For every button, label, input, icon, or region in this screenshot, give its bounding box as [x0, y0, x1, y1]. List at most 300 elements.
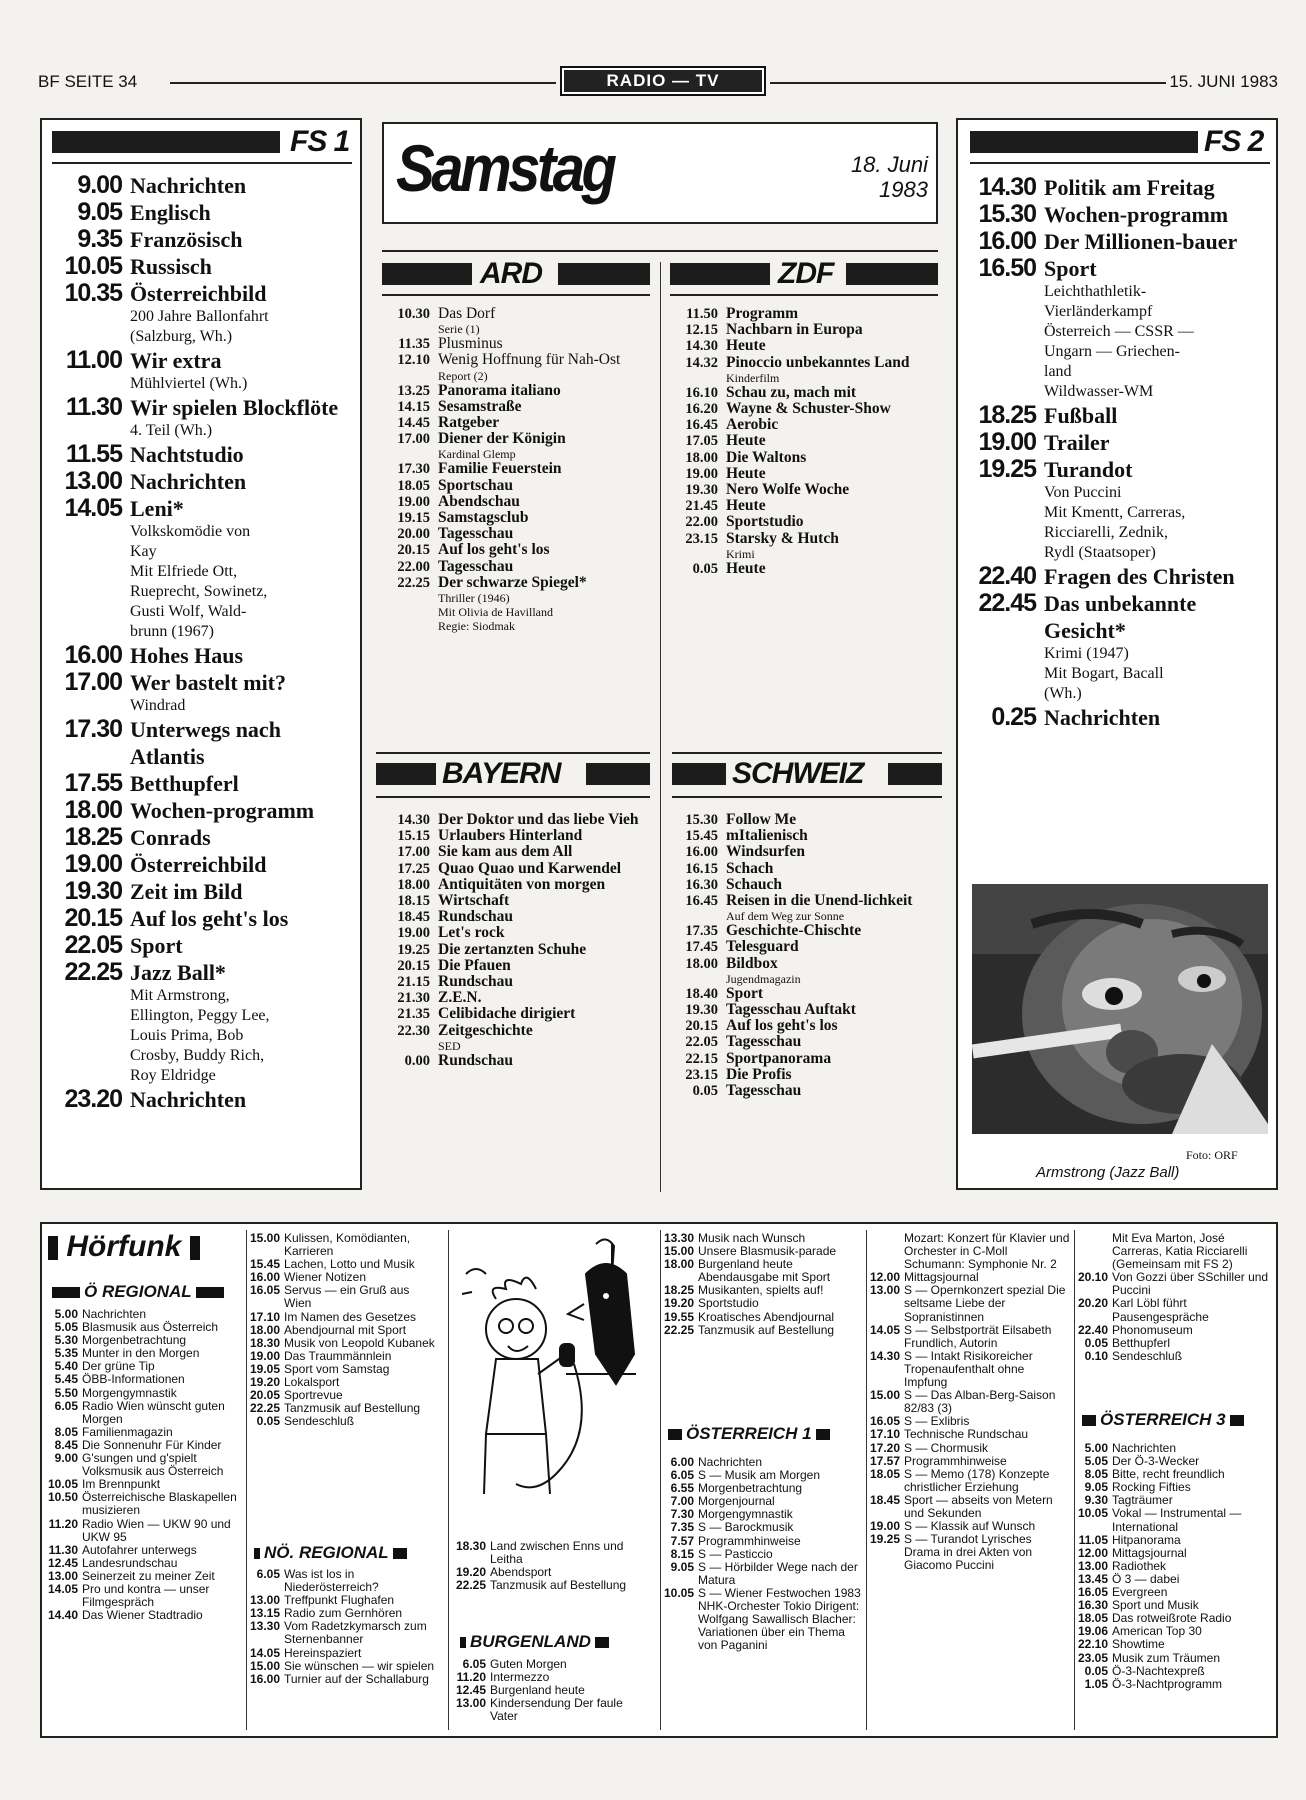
program-time: 0.05: [692, 1083, 718, 1100]
program-title: Trailer: [1044, 430, 1110, 455]
radio-title: Musikanten, spielts auf!: [698, 1283, 824, 1298]
radio-title: Bitte, recht freundlich: [1112, 1467, 1225, 1482]
radio-time: 19.20: [664, 1296, 695, 1311]
radio-time: 15.00: [664, 1244, 695, 1259]
program-title: Jazz Ball*: [130, 960, 226, 985]
program-title: Österreichbild: [130, 852, 267, 877]
program-title: Der schwarze Spiegel*: [438, 573, 587, 591]
radio-entry: [250, 1415, 440, 1428]
program-title: Zeitgeschichte: [438, 1021, 533, 1039]
program-time: 18.00: [685, 449, 718, 466]
schweiz-title: SCHWEIZ: [672, 760, 942, 788]
program-title: Heute: [726, 559, 766, 577]
program-time: 15.45: [685, 828, 718, 845]
radio-time: 0.10: [1084, 1348, 1108, 1363]
radio-title: Der Ö-3-Wecker: [1112, 1454, 1200, 1469]
radio-title: Unsere Blasmusik-parade: [698, 1244, 837, 1259]
radio-time: 9.00: [54, 1451, 78, 1466]
radio-entry: [250, 1350, 440, 1363]
radio-title: Lachen, Lotto und Musik: [284, 1257, 415, 1272]
program-title: Nachrichten: [130, 173, 247, 198]
program-time: 19.30: [64, 877, 122, 905]
radio-time: 23.05: [1078, 1650, 1109, 1665]
program-entry: [670, 433, 938, 449]
oregional-schedule: [48, 1308, 238, 1622]
radio-entry: [870, 1442, 1070, 1455]
program-title: Das unbekannte Gesicht*: [1044, 591, 1197, 643]
radio-entry: [870, 1468, 1070, 1494]
ard-rule: [382, 294, 650, 296]
program-entry: [46, 172, 358, 199]
program-entry: [960, 228, 1274, 255]
program-note: (Wh.): [1044, 685, 1082, 702]
program-title: Heute: [726, 432, 766, 450]
program-entry: [670, 939, 938, 955]
radio-time: 8.05: [54, 1424, 78, 1439]
program-time: 18.40: [685, 985, 718, 1002]
radio-entry: [870, 1533, 1070, 1572]
radio-time: 19.55: [664, 1309, 695, 1324]
program-entry: [382, 1053, 650, 1069]
radio-time: 18.00: [664, 1257, 695, 1272]
program-entry: [670, 401, 938, 417]
radio-title: Pro und kontra — unser Filmgespräch: [82, 1581, 210, 1610]
program-title: Conrads: [130, 825, 211, 850]
radio-time: 16.05: [870, 1414, 901, 1429]
program-note: Vierländerkampf: [1044, 303, 1153, 320]
program-note: Roy Eldridge: [130, 1067, 216, 1084]
radio-title: Mittagsjournal: [904, 1270, 979, 1285]
program-entry: [670, 812, 938, 828]
column-divider: [660, 262, 661, 1192]
program-time: 19.00: [397, 925, 430, 942]
program-title: Ratgeber: [438, 414, 500, 432]
bayern-schedule: [382, 812, 650, 1069]
radio-title: S — Pasticcio: [698, 1546, 773, 1561]
program-title: Diener der Königin: [438, 430, 566, 448]
program-entry: [382, 336, 650, 352]
radio-entry: [48, 1373, 238, 1386]
radio-entry: [250, 1284, 440, 1310]
program-title: Starsky & Hutch: [726, 529, 839, 547]
burgenland-schedule: [456, 1658, 652, 1723]
radio-title: Ö 3 — dabei: [1112, 1571, 1180, 1586]
radio-time: 5.05: [54, 1320, 78, 1335]
program-title: Reisen in die Unend-lichkeit: [726, 892, 913, 910]
header-rule-left: [170, 82, 556, 84]
program-time: 10.35: [64, 279, 122, 307]
radio-title: Technische Rundschau: [904, 1427, 1029, 1442]
radio-time: 20.10: [1078, 1270, 1109, 1285]
program-title: Heute: [726, 337, 766, 355]
program-entry: [46, 642, 358, 669]
radio-title: Das Wiener Stadtradio: [82, 1608, 203, 1623]
radio-title: Tanzmusik auf Bestellung: [490, 1578, 627, 1593]
radio-title: Was ist los in Niederösterreich?: [284, 1567, 379, 1595]
program-time: 17.00: [397, 844, 430, 861]
radio-entry: [870, 1350, 1070, 1389]
program-time: 19.25: [978, 455, 1036, 483]
program-title: Nachrichten: [1044, 705, 1161, 730]
radio-time: 8.15: [670, 1546, 694, 1561]
program-entry: [960, 590, 1274, 644]
program-time: 14.30: [685, 338, 718, 355]
radio-title: Betthupferl: [1112, 1335, 1171, 1350]
radio-time: 16.00: [250, 1270, 281, 1285]
program-entry: [670, 1034, 938, 1050]
radio-time: 6.55: [670, 1481, 694, 1496]
fs1-schedule: [46, 172, 358, 1113]
program-entry: [382, 828, 650, 844]
program-title: Rundschau: [438, 1051, 513, 1069]
radio-entry: [48, 1452, 238, 1478]
radio-entry: [456, 1697, 652, 1723]
radio-title: Burgenland heute Abendausgabe mit Sport: [698, 1257, 831, 1285]
program-entry: [960, 563, 1274, 590]
program-time: 11.30: [65, 393, 122, 421]
program-entry: [46, 468, 358, 495]
radio-entry: [48, 1544, 238, 1557]
program-entry: [670, 1067, 938, 1083]
program-title: Österreichbild: [130, 281, 267, 306]
program-time: 21.15: [397, 974, 430, 991]
program-entry: [670, 561, 938, 577]
program-time: 15.15: [397, 828, 430, 845]
program-time: 19.00: [64, 850, 122, 878]
program-time: 22.00: [397, 558, 430, 575]
program-time: 16.00: [978, 227, 1036, 255]
program-time: 16.30: [685, 876, 718, 893]
radio-time: 15.45: [250, 1257, 281, 1272]
program-note: land: [1044, 363, 1072, 380]
zdf-rule: [670, 294, 938, 296]
radio-time: 16.05: [250, 1283, 281, 1298]
program-title: Quao Quao und Karwendel: [438, 859, 622, 877]
radio-time: 11.30: [48, 1542, 78, 1557]
program-time: 22.25: [397, 574, 430, 591]
radio-entry: [48, 1583, 238, 1609]
radio-title: Sport vom Samstag: [284, 1361, 390, 1376]
program-note: Auf dem Weg zur Sonne: [726, 909, 845, 924]
program-note: Mit Elfriede Ott,: [130, 563, 238, 580]
radio-time: 19.20: [456, 1565, 487, 1580]
program-title: Wochen-programm: [1044, 202, 1229, 227]
radio-title: Der grüne Tip: [82, 1359, 155, 1374]
program-note: Windrad: [130, 697, 186, 714]
radio-time: 12.45: [48, 1555, 79, 1570]
radio-entry: [1078, 1232, 1272, 1271]
radio-time: 10.05: [664, 1585, 695, 1600]
program-title: Fragen des Christen: [1044, 564, 1235, 589]
radio-title: Morgengymnastik: [698, 1507, 793, 1522]
radio-time: 17.57: [870, 1453, 901, 1468]
radio-time: 1.05: [1084, 1676, 1108, 1691]
radio-title: S — Das Alban-Berg-Saison 82/83 (3): [904, 1388, 1056, 1416]
program-title: Sie kam aus dem All: [438, 843, 573, 861]
program-entry: [46, 797, 358, 824]
program-note: Report (2): [438, 368, 488, 383]
radio-divider-2: [448, 1230, 449, 1730]
program-entry: [46, 495, 358, 522]
radio-time: 13.30: [664, 1231, 695, 1245]
program-time: 16.10: [685, 384, 718, 401]
program-entry: [46, 824, 358, 851]
program-title: Windsurfen: [726, 843, 805, 861]
radio-entry: [250, 1232, 440, 1258]
program-time: 10.30: [397, 306, 430, 322]
radio-title: Morgengymnastik: [82, 1385, 177, 1400]
radio-entry: [664, 1548, 862, 1561]
radio-time: 12.45: [456, 1683, 487, 1698]
program-title: Familie Feuerstein: [438, 460, 562, 478]
fs2-title: FS 2: [970, 128, 1270, 156]
program-time: 10.05: [64, 252, 122, 280]
radio-time: 22.25: [250, 1401, 281, 1416]
program-title: Heute: [726, 464, 766, 482]
radio-title: Das rotweißrote Radio: [1112, 1611, 1232, 1626]
program-note: Rydl (Staatsoper): [1044, 544, 1156, 561]
radio-entry: [870, 1455, 1070, 1468]
oe3-schedule: [1078, 1442, 1272, 1691]
program-title: Auf los geht's los: [438, 541, 550, 559]
program-note: (Salzburg, Wh.): [130, 328, 233, 345]
day-name: Samstag: [396, 131, 614, 205]
radio-title: Ö-3-Nachtprogramm: [1112, 1676, 1223, 1691]
program-entry: [670, 355, 938, 371]
program-time: 0.00: [404, 1052, 430, 1069]
radio-time: [1078, 1232, 1112, 1271]
radio-title: Treffpunkt Flughafen: [284, 1593, 395, 1608]
program-title: Auf los geht's los: [130, 906, 289, 931]
program-note: Regie: Siodmak: [438, 619, 515, 634]
radio-title: S — Exlibris: [904, 1414, 970, 1429]
program-entry: [382, 494, 650, 510]
program-entry: [670, 338, 938, 354]
radio-title: Munter in den Morgen: [82, 1346, 200, 1361]
program-title: Geschichte-Chischte: [726, 922, 862, 940]
radio-title: Morgenbetrachtung: [82, 1333, 187, 1348]
program-title: Nachrichten: [130, 1087, 247, 1112]
radio-title: ÖBB-Informationen: [82, 1372, 185, 1387]
radio-entry: [664, 1258, 862, 1284]
radio-title: S — Selbstporträt Eilsabeth Frundlich, Autorin: [904, 1322, 1052, 1350]
zdf-schedule: [670, 306, 938, 577]
program-note: Rueprecht, Sowinetz,: [130, 583, 268, 600]
program-note: Krimi: [726, 546, 755, 561]
program-entry: [670, 877, 938, 893]
program-time: 23.15: [685, 1066, 718, 1083]
program-title: Auf los geht's los: [726, 1017, 838, 1035]
program-time: 21.35: [397, 1006, 430, 1023]
program-time: 17.00: [64, 668, 122, 696]
fs2-rule: [970, 162, 1270, 164]
program-note: Crosby, Buddy Rich,: [130, 1047, 265, 1064]
radio-divider-4: [866, 1230, 867, 1730]
radio-title: S — Hörbilder Wege nach der Matura: [698, 1559, 858, 1587]
program-title: Turandot: [1044, 457, 1133, 482]
radio-entry: [870, 1494, 1070, 1520]
schweiz-rule-top: [672, 752, 942, 754]
program-title: Politik am Freitag: [1044, 175, 1215, 200]
program-title: mItalienisch: [726, 827, 808, 845]
radio-title: Kroatisches Abendjournal: [698, 1309, 835, 1324]
radio-entry: [1078, 1560, 1272, 1573]
radio-title: Abendsport: [490, 1565, 552, 1580]
program-title: Z.E.N.: [438, 989, 482, 1007]
program-title: Samstagsclub: [438, 509, 529, 527]
program-entry: [670, 861, 938, 877]
program-note: Serie (1): [438, 322, 480, 337]
radio-title: Landesrundschau: [82, 1555, 178, 1570]
program-time: 22.45: [978, 589, 1036, 617]
radio-entry: [250, 1337, 440, 1350]
radio-entry: [48, 1557, 238, 1570]
program-note: Leichthathletik-: [1044, 283, 1147, 300]
program-entry: [670, 498, 938, 514]
radio-entry: [664, 1587, 862, 1652]
program-entry: [46, 669, 358, 696]
radio-title: S — Wiener Festwochen 1983 NHK-Orchester Tokio Dirigent: Wolfgang Sawallisch Blacher: Variationen über ein Thema von Paganini: [698, 1585, 861, 1653]
radio-title: Abendjournal mit Sport: [284, 1322, 407, 1337]
program-time: 23.20: [64, 1085, 122, 1113]
radio-time: 20.20: [1078, 1296, 1109, 1311]
program-title: Zeit im Bild: [130, 879, 243, 904]
radio-time: 0.05: [1084, 1663, 1108, 1678]
program-title: Plusminus: [438, 335, 503, 353]
program-entry: [46, 394, 358, 421]
program-title: Betthupferl: [130, 771, 239, 796]
radio-title: Im Brennpunkt: [82, 1477, 161, 1492]
program-time: 13.00: [64, 467, 122, 495]
radio-title: Nachrichten: [698, 1455, 763, 1469]
program-time: 22.30: [397, 1022, 430, 1039]
program-title: Urlaubers Hinterland: [438, 827, 583, 845]
radio-title: Ö-3-Nachtexpreß: [1112, 1663, 1205, 1678]
program-time: 20.15: [397, 957, 430, 974]
fs1-title: FS 1: [52, 128, 352, 156]
program-entry: [46, 770, 358, 797]
radio-time: 20.05: [250, 1388, 281, 1403]
noregional-title: NÖ. REGIONAL: [250, 1543, 411, 1563]
program-title: Englisch: [130, 200, 211, 225]
program-note: Kay: [130, 543, 157, 560]
program-time: 0.05: [692, 560, 718, 577]
program-time: 14.05: [64, 494, 122, 522]
radio-title: Guten Morgen: [490, 1657, 567, 1671]
program-title: Celibidache dirigiert: [438, 1005, 576, 1023]
radio-time: 18.00: [250, 1322, 281, 1337]
program-title: Wirtschaft: [438, 892, 510, 910]
radio-title: Lokalsport: [284, 1375, 340, 1390]
program-title: Schauch: [726, 875, 782, 893]
program-time: 14.30: [978, 173, 1036, 201]
radio-entry: [664, 1324, 862, 1337]
radio-title: Morgenjournal: [698, 1494, 775, 1509]
program-note: Wildwasser-WM: [1044, 383, 1154, 400]
program-entry: [382, 399, 650, 415]
program-entry: [670, 322, 938, 338]
program-time: 19.30: [685, 482, 718, 499]
program-entry: [46, 441, 358, 468]
program-entry: [960, 174, 1274, 201]
program-entry: [670, 1083, 938, 1099]
program-time: 18.15: [397, 893, 430, 910]
radio-time: 12.00: [1078, 1545, 1109, 1560]
program-time: 16.45: [685, 417, 718, 434]
program-entry: [382, 478, 650, 494]
program-time: 14.30: [397, 812, 430, 828]
burgenland-schedule-continued: [664, 1232, 862, 1337]
program-entry: [382, 559, 650, 575]
radio-time: 5.50: [54, 1385, 78, 1400]
program-time: 11.50: [686, 306, 718, 322]
radio-title: Showtime: [1112, 1637, 1165, 1652]
radio-time: 14.40: [48, 1608, 79, 1623]
radio-title: Sendeschluß: [1112, 1348, 1183, 1363]
program-title: Tagesschau Auftakt: [726, 1001, 856, 1019]
radio-divider-1: [246, 1230, 247, 1730]
program-time: 15.30: [978, 200, 1036, 228]
program-time: 17.00: [397, 431, 430, 448]
program-time: 9.35: [77, 225, 122, 253]
radio-entry: [1078, 1638, 1272, 1651]
radio-divider-3: [660, 1230, 661, 1730]
radio-title: Das Traummännlein: [284, 1348, 392, 1363]
radio-title: Autofahrer unterwegs: [82, 1542, 197, 1557]
radio-entry: [870, 1324, 1070, 1350]
radio-title: Musik zum Träumen: [1112, 1650, 1221, 1665]
radio-time: 5.00: [54, 1307, 78, 1321]
radio-entry: [48, 1400, 238, 1426]
program-title: Pinoccio unbekanntes Land: [726, 353, 910, 371]
oregional-title: Ö REGIONAL: [48, 1282, 228, 1302]
radio-title: Die Sonnenuhr Für Kinder: [82, 1437, 222, 1452]
program-note: SED: [438, 1038, 461, 1053]
program-note: 4. Teil (Wh.): [130, 422, 213, 439]
program-title: Sport: [130, 933, 183, 958]
program-note: Mit Kmentt, Carreras,: [1044, 504, 1186, 521]
program-time: 14.32: [685, 354, 718, 371]
program-time: 20.15: [64, 904, 122, 932]
oe1-schedule-end: [1078, 1232, 1272, 1363]
radio-time: 16.30: [1078, 1598, 1109, 1613]
program-title: Nachbarn in Europa: [726, 321, 863, 339]
radio-entry: [1078, 1350, 1272, 1363]
radio-time: 5.45: [54, 1372, 78, 1387]
program-time: 20.15: [685, 1018, 718, 1035]
program-entry: [670, 923, 938, 939]
program-entry: [382, 542, 650, 558]
radio-time: 13.15: [250, 1606, 281, 1621]
radio-entry: [870, 1389, 1070, 1415]
radio-entry: [250, 1324, 440, 1337]
program-entry: [670, 514, 938, 530]
radio-title: S — Intakt Risikoreicher Tropenaufenthalt ohne Impfung: [904, 1348, 1033, 1390]
radio-title: Vom Radetzkymarsch zum Sternenbanner: [284, 1619, 427, 1647]
radio-entry: [1078, 1324, 1272, 1337]
program-time: 22.25: [64, 958, 122, 986]
radio-time: 15.00: [870, 1388, 901, 1403]
program-note: Mit Bogart, Bacall: [1044, 665, 1164, 682]
program-title: Leni*: [130, 496, 184, 521]
program-title: Wir extra: [130, 348, 222, 373]
program-time: 22.05: [685, 1034, 718, 1051]
program-time: 11.35: [398, 336, 430, 353]
program-entry: [382, 925, 650, 941]
program-entry: [46, 905, 358, 932]
radio-title: Karl Löbl führt Pausengespräche: [1112, 1296, 1209, 1324]
program-entry: [46, 932, 358, 959]
